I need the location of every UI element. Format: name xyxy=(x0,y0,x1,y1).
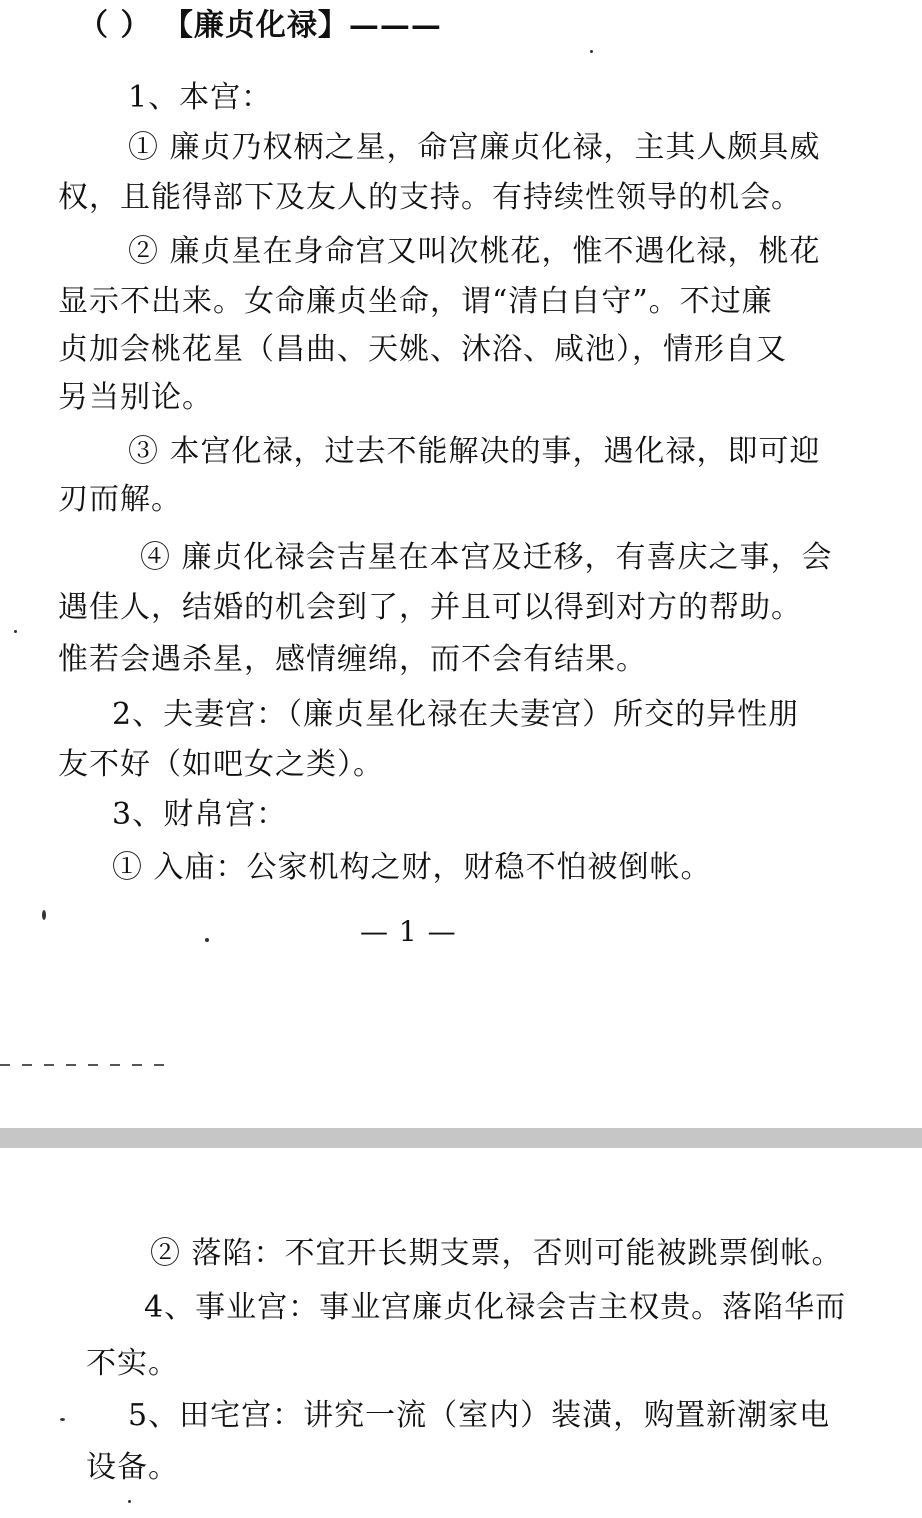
paragraph-line: ④ 廉贞化禄会吉星在本宫及迁移，有喜庆之事，会 xyxy=(140,540,833,575)
paragraph-line: ② 廉贞星在身命宫又叫次桃花，惟不遇化禄，桃花 xyxy=(128,234,821,269)
item-heading-tian-zhai-gong: 5、田宅宫：讲究一流（室内）装潢，购置新潮家电 xyxy=(128,1398,831,1433)
paragraph-line: 设备。 xyxy=(86,1450,179,1485)
paragraph-line: 不实。 xyxy=(86,1346,179,1381)
scan-speck xyxy=(128,1500,131,1503)
scanned-page-2 xyxy=(0,1148,922,1518)
scan-speck xyxy=(14,630,17,633)
paragraph-line: ① 廉贞乃权柄之星，命宫廉贞化禄，主其人颇具威 xyxy=(128,130,821,165)
item-heading-shi-ye-gong: 4、事业宫：事业宫廉贞化禄会吉主权贵。落陷华而 xyxy=(144,1290,847,1325)
paragraph-line: 惟若会遇杀星，感情缠绵，而不会有结果。 xyxy=(58,642,647,677)
paragraph-line: 友不好（如吧女之类）。 xyxy=(58,747,384,782)
scan-speck xyxy=(205,938,209,942)
paragraph-line: 贞加会桃花星（昌曲、天姚、沐浴、咸池），情形自又 xyxy=(58,332,787,367)
paragraph-line: ② 落陷：不宜开长期支票，否则可能被跳票倒帐。 xyxy=(150,1236,843,1271)
paragraph-line: 另当别论。 xyxy=(58,380,213,415)
paragraph-line: 遇佳人，结婚的机会到了，并且可以得到对方的帮助。 xyxy=(58,590,802,625)
paragraph-line: ① 入庙：公家机构之财，财稳不怕被倒帐。 xyxy=(112,850,712,885)
item-heading-fu-qi-gong: 2、夫妻宫：（廉贞星化禄在夫妻宫）所交的异性朋 xyxy=(112,697,800,732)
page-number: — 1 — xyxy=(360,915,457,948)
paragraph-line: 显示不出来。女命廉贞坐命，谓“清白自守”。不过廉 xyxy=(58,284,773,319)
page-divider xyxy=(0,1128,922,1148)
item-heading-ben-gong: 1、本宫： xyxy=(128,80,273,115)
paragraph-line: 权，且能得部下及友人的支持。有持续性领导的机会。 xyxy=(58,180,802,215)
scan-speck xyxy=(60,1418,65,1421)
scan-speck xyxy=(590,50,593,53)
scan-edge-dashes xyxy=(0,1064,170,1066)
section-heading: （ ） 【廉贞化禄】——— xyxy=(78,8,442,43)
scan-speck xyxy=(42,910,46,920)
item-heading-cai-bo-gong: 3、财帛宫： xyxy=(112,797,288,832)
paragraph-line: ③ 本宫化禄，过去不能解决的事，遇化禄，即可迎 xyxy=(128,434,821,469)
paragraph-line: 刃而解。 xyxy=(58,482,182,517)
